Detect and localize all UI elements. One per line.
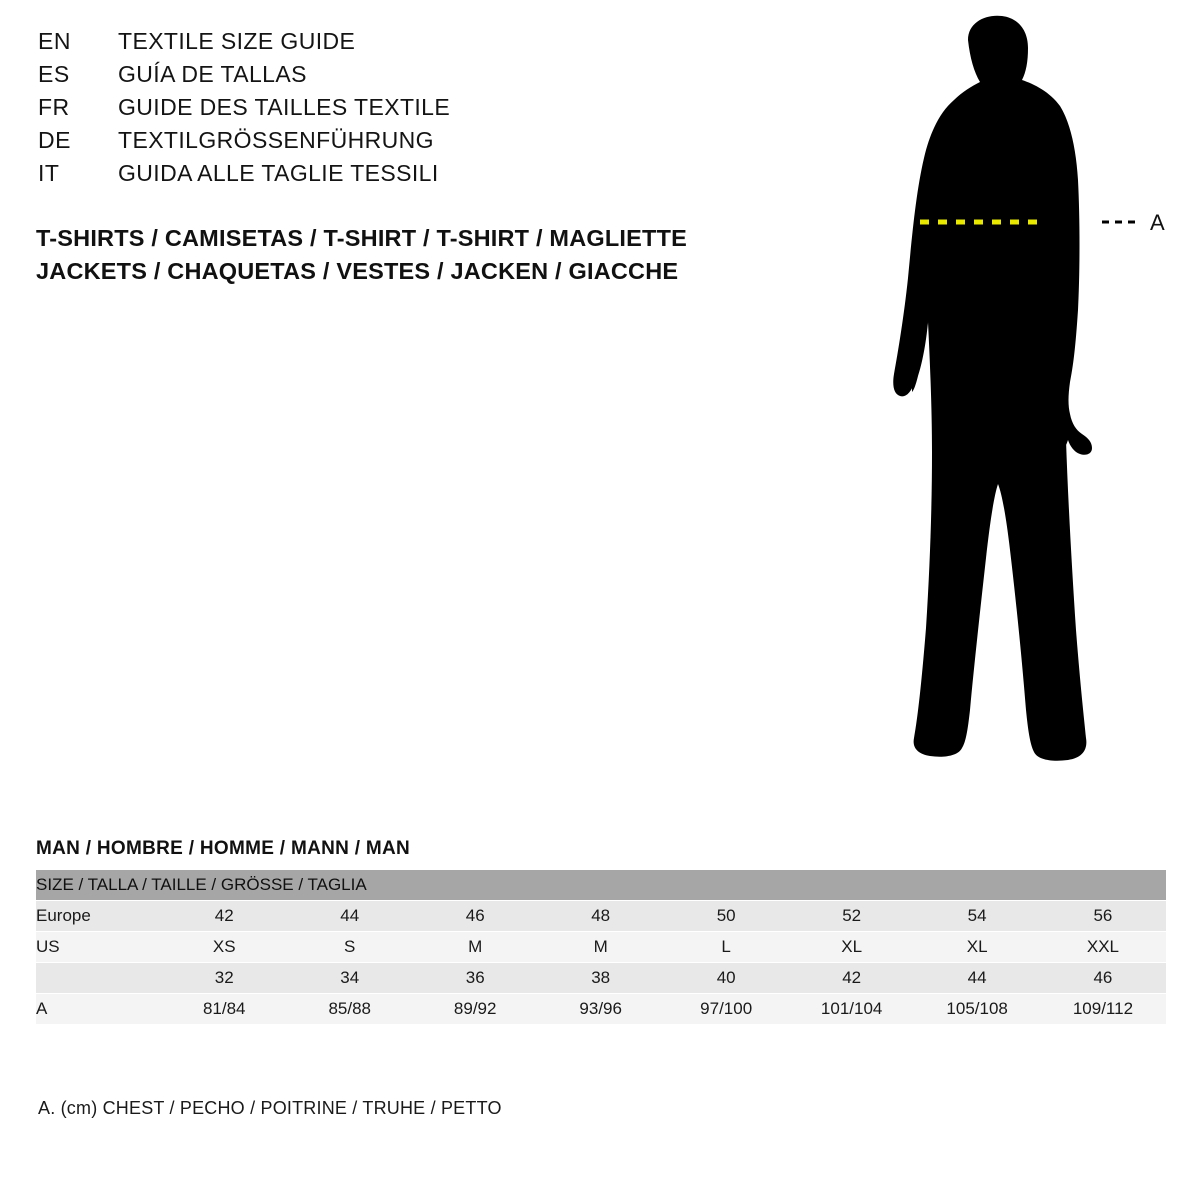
language-row-it [38,160,758,193]
cell-value: 44 [914,963,1039,994]
cell-value: 46 [412,901,537,932]
language-code: IT [38,160,60,186]
category-jackets: JACKETS / CHAQUETAS / VESTES / JACKEN / GIACCHE [36,258,679,284]
row-label: Europe [36,901,161,932]
table-group-title: MAN / HOMBRE / HOMME / MANN / MAN [36,838,411,859]
language-code: ES [38,61,70,87]
cell-value: 52 [789,901,914,932]
table-header-label: SIZE / TALLA / TAILLE / GRÖSSE / TAGLIA [36,870,1166,901]
cell-value: 105/108 [914,994,1039,1025]
table-row [36,901,1166,932]
row-label: A [36,994,161,1025]
table-row [36,932,1166,963]
language-list [38,28,758,193]
cell-value: XL [789,932,914,963]
table-row [36,994,1166,1025]
cell-value: 97/100 [663,994,788,1025]
cell-value: M [412,932,537,963]
cell-value: 40 [663,963,788,994]
cell-value: 50 [663,901,788,932]
cell-value: 89/92 [412,994,537,1025]
cell-value: 93/96 [538,994,663,1025]
language-code: DE [38,127,71,153]
body-figure [820,10,1180,800]
cell-value: 36 [412,963,537,994]
cell-value: S [287,932,412,963]
cell-value: 101/104 [789,994,914,1025]
language-code: EN [38,28,71,54]
cell-value: 44 [287,901,412,932]
language-title: GUIDE DES TAILLES TEXTILE [118,94,451,120]
table-header-row [36,870,1166,901]
cell-value: XXL [1040,932,1166,963]
language-row-en [38,28,758,61]
cell-value: 38 [538,963,663,994]
row-label [36,963,161,994]
size-table-section [36,838,1166,1025]
cell-value: 109/112 [1040,994,1166,1025]
cell-value: 85/88 [287,994,412,1025]
cell-value: M [538,932,663,963]
cell-value: 48 [538,901,663,932]
language-row-es [38,61,758,94]
category-tshirts: T-SHIRTS / CAMISETAS / T-SHIRT / T-SHIRT / MAGLIETTE [36,225,687,251]
cell-value: 32 [161,963,286,994]
footnote: A. (cm) CHEST / PECHO / POITRINE / TRUHE / PETTO [38,1098,502,1118]
language-code: FR [38,94,70,120]
chest-measure-label: A [1150,210,1165,235]
language-title: TEXTILGRÖSSENFÜHRUNG [118,127,434,153]
cell-value: 42 [789,963,914,994]
row-label: US [36,932,161,963]
cell-value: 46 [1040,963,1166,994]
man-silhouette-icon [893,16,1092,761]
cell-value: 42 [161,901,286,932]
size-table [36,870,1166,1025]
language-row-fr [38,94,758,127]
cell-value: L [663,932,788,963]
category-headings [36,222,796,288]
cell-value: 81/84 [161,994,286,1025]
table-row [36,963,1166,994]
language-title: GUIDA ALLE TAGLIE TESSILI [118,160,439,186]
cell-value: 56 [1040,901,1166,932]
cell-value: XS [161,932,286,963]
cell-value: XL [914,932,1039,963]
cell-value: 54 [914,901,1039,932]
language-title: GUÍA DE TALLAS [118,61,307,87]
cell-value: 34 [287,963,412,994]
language-title: TEXTILE SIZE GUIDE [118,28,356,54]
language-row-de [38,127,758,160]
